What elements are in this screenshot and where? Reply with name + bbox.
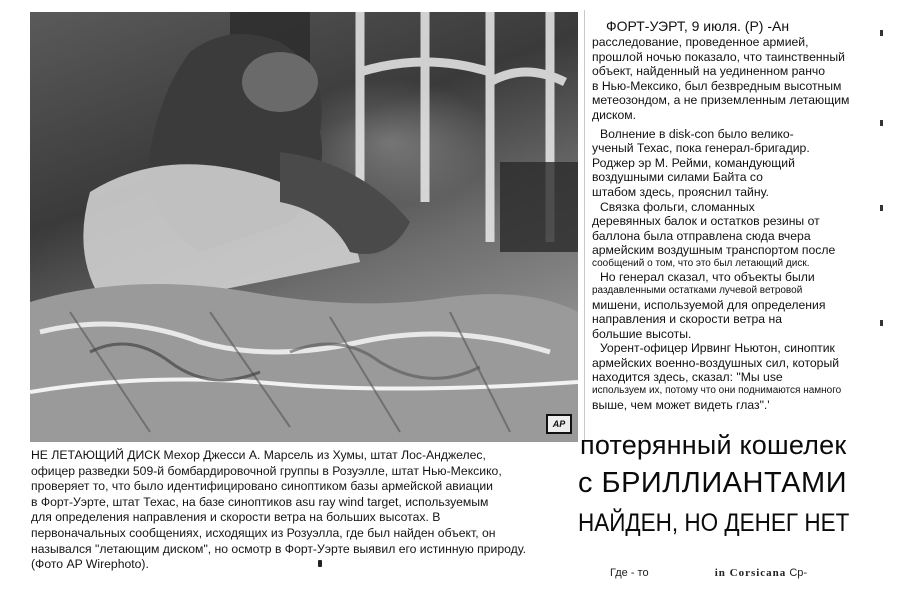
article-line: объект, найденный на уединенном ранчо xyxy=(592,64,826,79)
teaser-bold: in Corsicana xyxy=(714,567,787,579)
news-photo xyxy=(30,12,578,442)
headline-line-3: НАЙДЕН, НО ДЕНЕГ НЕТ xyxy=(578,509,850,537)
article-dateline: ФОРТ-УЭРТ, 9 июля. (Р) -Ан xyxy=(606,18,790,34)
caption-line: в Форт-Уэрте, штат Техас, на базе синоптиков asu ray wind target, используемым xyxy=(31,494,489,509)
article-line: прошлой ночью показало, что таинственный xyxy=(592,49,845,64)
article-line: Но генерал сказал, что объекты были xyxy=(600,270,815,285)
article-line: используем их, потому что они поднимаются намного xyxy=(592,385,842,397)
article-line: раздавленными остатками лучевой ветровой xyxy=(592,285,803,296)
margin-tick xyxy=(880,30,883,36)
caption-line: офицер разведки 509-й бомбардировочной группы в Розуэлле, штат Нью-Мексико, xyxy=(31,463,502,478)
caption-line: НЕ ЛЕТАЮЩИЙ ДИСК Мехор Джесси А. Марсель из Хумы, штат Лос-Анджелес, xyxy=(31,448,486,462)
caption-line: проверяет то, что было идентифицировано синоптиком базы армейской авиации xyxy=(31,479,493,494)
article-line: выше, чем может видеть глаз".' xyxy=(592,397,770,412)
article-line: сообщений о том, что это был летающий диск. xyxy=(592,257,810,269)
article-line: деревянных балок и остатков резины от xyxy=(592,214,820,229)
article-line: Роджер эр М. Рейми, командующий xyxy=(592,155,795,170)
article-line: Волнение в disk-con было велико- xyxy=(600,126,794,141)
article-column xyxy=(592,18,876,412)
article-line: метеозондом, а не приземленным летающим xyxy=(592,93,850,108)
caption-line: для определения направления и скорости ветра на больших высотах. В xyxy=(31,510,441,525)
margin-tick xyxy=(880,320,883,326)
photo-caption xyxy=(31,448,583,573)
article-line: диском. xyxy=(592,107,637,122)
headline-block xyxy=(578,428,878,542)
article-line: расследование, проведенное армией, xyxy=(592,35,809,49)
headline-line-1: потерянный кошелек xyxy=(580,430,847,460)
margin-tick xyxy=(880,205,883,211)
ink-mark xyxy=(318,560,322,567)
article-line: баллона была отправлена сюда вчера xyxy=(592,228,811,243)
column-divider xyxy=(584,10,585,440)
article-line: в Нью-Мексико, был безвредным высотным xyxy=(592,78,842,93)
article-line: направления и скорости ветра на xyxy=(592,312,782,327)
article-line: ученый Техас, пока генерал-бригадир. xyxy=(592,141,810,156)
caption-line: первоначальных сообщениях, исходящих из Розуэлла, где был найден объект, он xyxy=(31,525,496,540)
article-line: Связка фольги, сломанных xyxy=(600,199,755,214)
article-line: большие высоты. xyxy=(592,326,692,341)
article-line: находится здесь, сказал: "Мы use xyxy=(592,370,783,385)
teaser-end: Ср- xyxy=(789,567,808,579)
article-line: Уорент-офицер Ирвинг Ньютон, синоптик xyxy=(600,341,835,356)
photo-scene xyxy=(30,12,578,442)
caption-line: (Фото AP Wirephoto). xyxy=(31,557,149,572)
headline-line-2: с БРИЛЛИАНТАМИ xyxy=(578,467,848,499)
article-line: штабом здесь, прояснил тайну. xyxy=(592,184,769,199)
article-line: армейских военно-воздушных сил, который xyxy=(592,355,840,370)
article-line: воздушными силами Байта со xyxy=(592,170,763,185)
article-line: мишени, используемой для определения xyxy=(592,297,826,312)
teaser-start: Где - то xyxy=(610,567,649,579)
article-line: армейским воздушным транспортом после xyxy=(592,243,836,258)
margin-tick xyxy=(880,120,883,126)
ap-logo: AP xyxy=(546,414,572,434)
caption-line: назывался "летающим диском", но осмотр в Форт-Уэрте выявил его истинную природу. xyxy=(31,541,527,556)
margin-marks xyxy=(880,30,884,450)
article-teaser xyxy=(610,567,880,579)
